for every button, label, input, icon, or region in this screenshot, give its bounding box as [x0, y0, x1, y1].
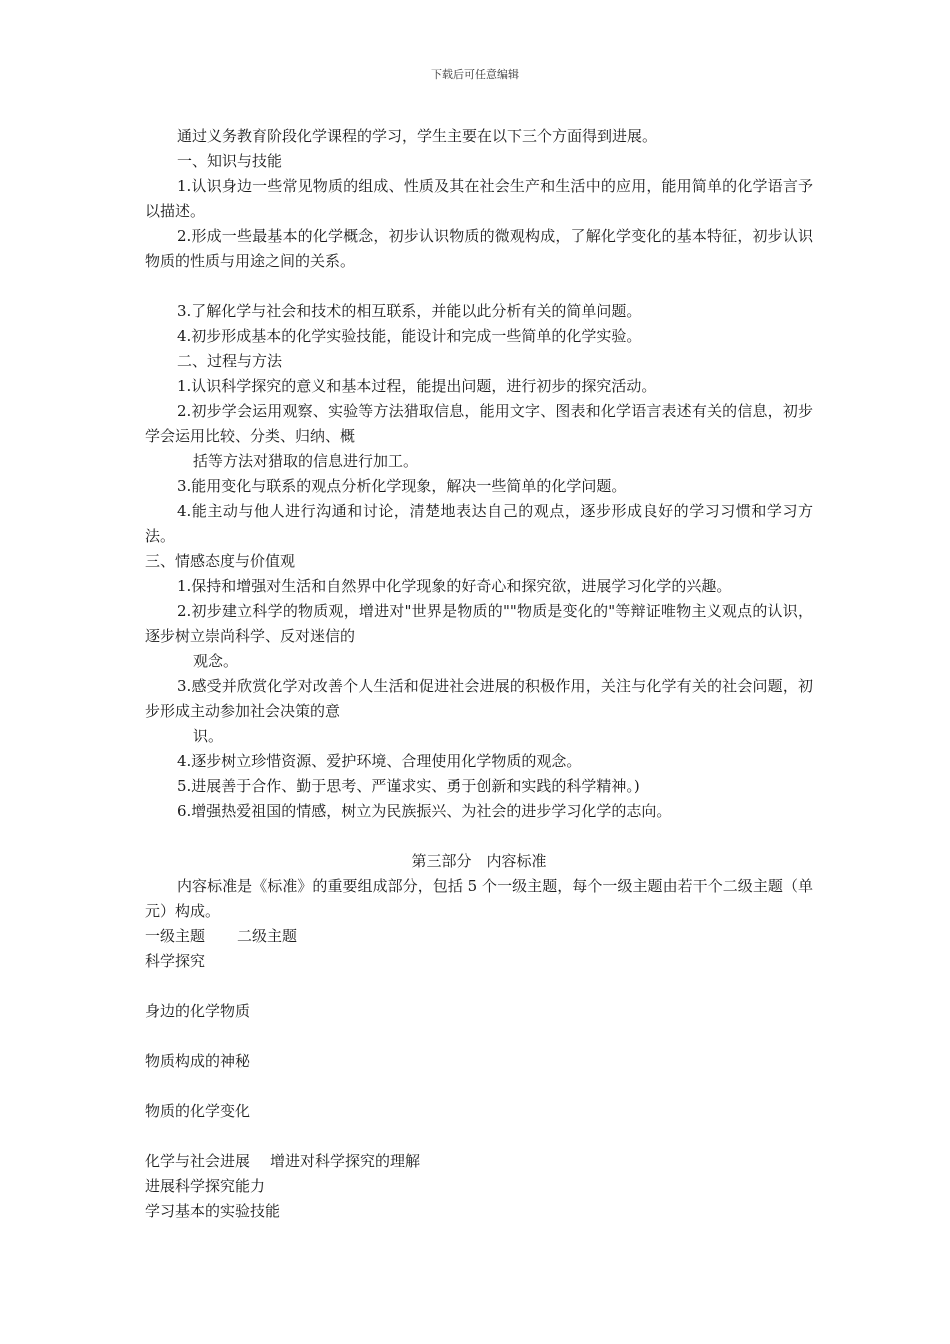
blank-line	[145, 824, 813, 849]
col1-header: 一级主题	[145, 927, 206, 945]
section3-item6: 6.增强热爱祖国的情感，树立为民族振兴、为社会的进步学习化学的志向。	[177, 802, 672, 820]
section3-item2-continuation: 观念。	[193, 652, 239, 670]
subtopic-1: 增进对科学探究的理解	[270, 1152, 421, 1170]
part3-title: 第三部分 内容标准	[411, 852, 547, 870]
topic-5: 化学与社会进展	[145, 1152, 251, 1170]
section2-item1: 1.认识科学探究的意义和基本过程，能提出问题，进行初步的探究活动。	[177, 377, 657, 395]
section3-item2: 2.初步建立科学的物质观，增进对"世界是物质的""物质是变化的"等辩证唯物主义观点的认识，逐步树立崇尚科学、反对迷信的	[145, 602, 813, 645]
section2-item3: 3.能用变化与联系的观点分析化学现象，解决一些简单的化学问题。	[177, 477, 627, 495]
section2-item2-continuation: 括等方法对猎取的信息进行加工。	[193, 452, 419, 470]
intro-paragraph: 通过义务教育阶段化学课程的学习，学生主要在以下三个方面得到进展。	[177, 127, 658, 145]
section1-item1: 1.认识身边一些常见物质的组成、性质及其在社会生产和生活中的应用，能用简单的化学语言予以描述。	[145, 177, 813, 220]
topic-4: 物质的化学变化	[145, 1102, 251, 1120]
topic-1: 科学探究	[145, 952, 206, 970]
section3-item3-continuation: 识。	[193, 727, 224, 745]
part3-intro: 内容标准是《标准》的重要组成部分，包括 5 个一级主题，每个一级主题由若干个二级主题（单元）构成。	[145, 877, 813, 920]
section1-item3: 3.了解化学与社会和技术的相互联系，并能以此分析有关的简单问题。	[177, 302, 642, 320]
topic-3: 物质构成的神秘	[145, 1052, 251, 1070]
section2-item4: 4.能主动与他人进行沟通和讨论，清楚地表达自己的观点，逐步形成良好的学习习惯和学习方法。	[145, 502, 813, 545]
topic-5-row	[145, 1149, 813, 1174]
subtopic-2: 进展科学探究能力	[145, 1177, 266, 1195]
blank-line	[145, 274, 813, 299]
blank-line	[145, 1074, 813, 1099]
section1-item2: 2.形成一些最基本的化学概念，初步认识物质的微观构成，了解化学变化的基本特征，初步认识物质的性质与用途之间的关系。	[145, 227, 813, 270]
section3-heading: 三、情感态度与价值观	[145, 552, 296, 570]
section3-item5: 5.进展善于合作、勤于思考、严谨求实、勇于创新和实践的科学精神。)	[177, 777, 640, 795]
document-body	[145, 124, 813, 1224]
blank-line	[145, 1024, 813, 1049]
section3-item3: 3.感受并欣赏化学对改善个人生活和促进社会进展的积极作用，关注与化学有关的社会问题，初步形成主动参加社会决策的意	[145, 677, 813, 720]
topic-header-row	[145, 924, 813, 949]
blank-line	[145, 1124, 813, 1149]
subtopic-3: 学习基本的实验技能	[145, 1202, 281, 1220]
topic-2: 身边的化学物质	[145, 1002, 251, 1020]
blank-line	[145, 974, 813, 999]
section1-heading: 一、知识与技能	[177, 152, 283, 170]
col2-header: 二级主题	[237, 927, 298, 945]
section3-item4: 4.逐步树立珍惜资源、爱护环境、合理使用化学物质的观念。	[177, 752, 582, 770]
section1-item4: 4.初步形成基本的化学实验技能，能设计和完成一些简单的化学实验。	[177, 327, 642, 345]
section2-item2: 2.初步学会运用观察、实验等方法猎取信息，能用文字、图表和化学语言表述有关的信息，初步学会运用比较、分类、归纳、概	[145, 402, 813, 445]
section2-heading: 二、过程与方法	[177, 352, 283, 370]
section3-item1: 1.保持和增强对生活和自然界中化学现象的好奇心和探究欲，进展学习化学的兴趣。	[177, 577, 732, 595]
page-header: 下载后可任意编辑	[431, 68, 519, 81]
